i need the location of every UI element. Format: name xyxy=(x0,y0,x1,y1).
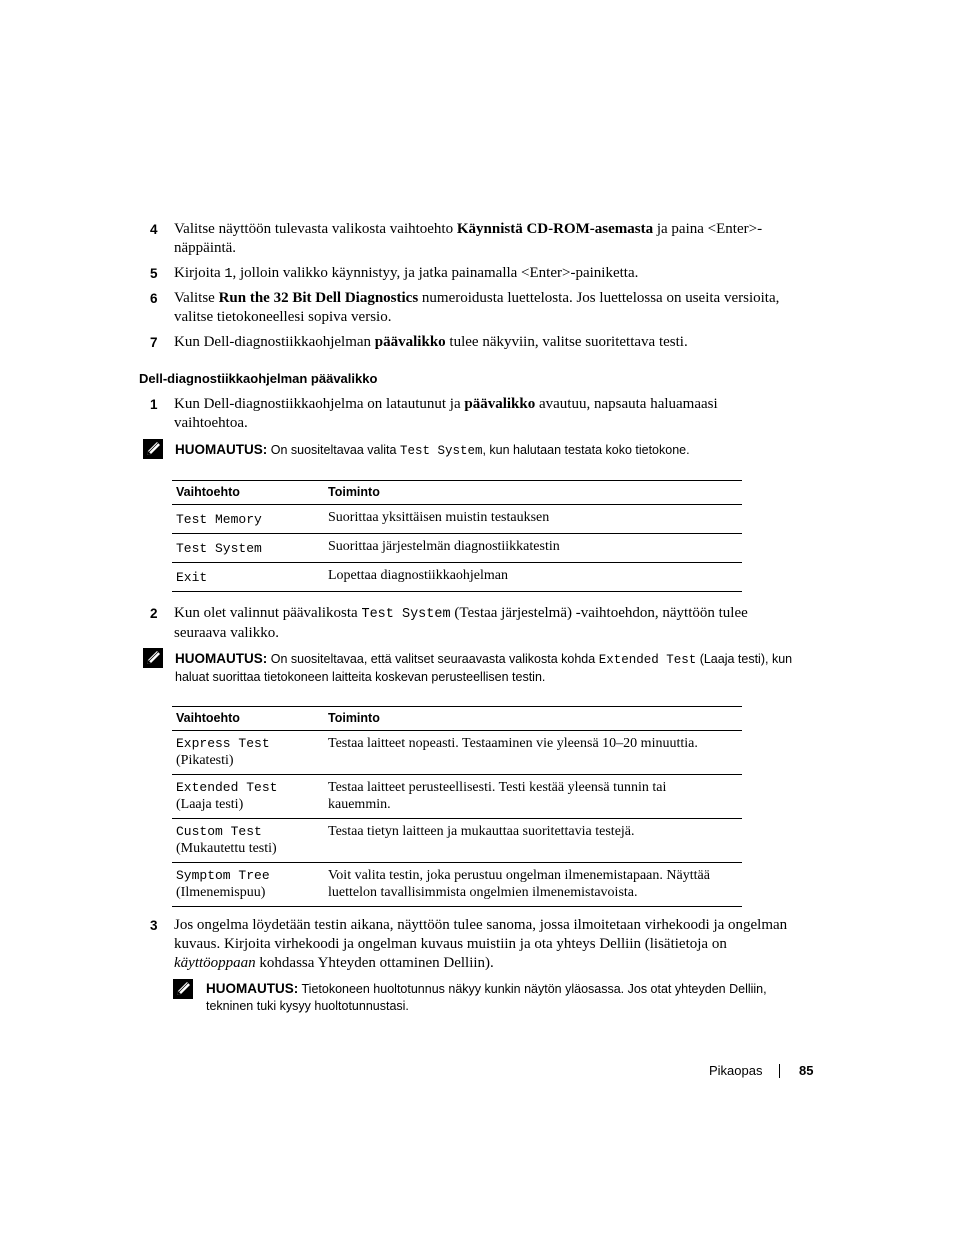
step-number: 2 xyxy=(150,606,158,621)
note-text-part: On suositeltavaa, että valitset seuraavasta valikosta kohda xyxy=(267,652,599,666)
action-cell xyxy=(324,819,742,863)
step-number: 4 xyxy=(150,222,158,237)
action-text: luettelon tavallisimmista ongelmien ilmenemistavoista. xyxy=(328,885,638,900)
note-code: Test System xyxy=(399,444,483,458)
action-cell xyxy=(324,775,742,819)
step-number: 6 xyxy=(150,291,158,306)
option-cell xyxy=(172,775,324,819)
step-text-part: seuraava valikko. xyxy=(174,625,279,641)
step-text xyxy=(174,604,748,643)
note-label: HUOMAUTUS: xyxy=(175,442,268,457)
step-text xyxy=(174,333,688,352)
note-text-part: , kun halutaan testata koko tietokone. xyxy=(482,443,690,457)
step-text xyxy=(174,395,718,433)
option-code: Exit xyxy=(176,570,208,585)
option-code: Express Test xyxy=(176,736,270,751)
note-pencil-icon xyxy=(143,439,163,459)
option-code: Test Memory xyxy=(176,512,262,527)
step-text-part: valitse tietokoneellesi sopiva versio. xyxy=(174,309,392,325)
option-code: Extended Test xyxy=(176,780,278,795)
option-code: Custom Test xyxy=(176,824,262,839)
step-text-part: (Testaa järjestelmä) -vaihtoehdon, näyttöön tulee xyxy=(450,605,748,621)
options-table-main-menu xyxy=(172,480,742,592)
step-bold-term: Run the 32 Bit Dell Diagnostics xyxy=(218,290,419,306)
table-row xyxy=(172,819,742,863)
table-row xyxy=(172,505,742,534)
step-text-part: Valitse xyxy=(174,290,219,306)
table-row xyxy=(172,534,742,563)
page-number: 85 xyxy=(799,1063,814,1078)
option-code: Symptom Tree xyxy=(176,868,270,883)
action-cell xyxy=(324,863,742,907)
table-header-row xyxy=(172,707,742,731)
step-text xyxy=(174,264,638,284)
option-cell xyxy=(172,863,324,907)
option-translation: (Ilmenemispuu) xyxy=(176,885,266,900)
action-cell: Suorittaa yksittäisen muistin testauksen xyxy=(328,510,550,525)
step-number: 1 xyxy=(150,397,158,412)
step-text xyxy=(174,916,787,973)
footer-section-name: Pikaopas xyxy=(709,1063,763,1078)
step-text-part: Kun Dell-diagnostiikkaohjelma on latautunut ja xyxy=(174,396,465,412)
note-text xyxy=(175,441,690,460)
step-text-part: ja paina <Enter>- xyxy=(653,221,763,237)
column-header-action: Toiminto xyxy=(328,711,380,725)
step-code: Test System xyxy=(361,607,451,622)
table-row xyxy=(172,863,742,907)
option-cell xyxy=(172,505,324,534)
step-text-part: vaihtoehtoa. xyxy=(174,415,248,431)
action-cell xyxy=(324,731,742,775)
note-pencil-icon xyxy=(143,648,163,668)
note-text-part: Tietokoneen huoltotunnus näkyy kunkin näytön yläosassa. Jos otat yhteyden Delliin, xyxy=(298,982,767,996)
option-translation: (Mukautettu testi) xyxy=(176,841,277,856)
step-text-part: numeroidusta luettelosta. Jos luettelossa on useita versioita, xyxy=(418,290,780,306)
step-text xyxy=(174,289,779,327)
step-text-part: Jos ongelma löydetään testin aikana, näyttöön tulee sanoma, jossa ilmoitetaan virhekoodi ja ongelman xyxy=(174,917,788,933)
step-text xyxy=(174,220,762,258)
note-label: HUOMAUTUS: xyxy=(206,981,299,996)
step-text-part: kuvaus. Kirjoita virhekoodi ja ongelman kuvaus muistiin ja ota yhteys Delliin (lisätietoja on xyxy=(174,936,727,952)
step-text-part: Kun Dell-diagnostiikkaohjelman xyxy=(174,334,375,350)
action-text: Testaa laitteet perusteellisesti. Testi kestää yleensä tunnin tai xyxy=(328,780,667,795)
option-cell xyxy=(172,563,324,592)
option-cell xyxy=(172,534,324,563)
table-header-row xyxy=(172,481,742,505)
note-text xyxy=(206,980,767,1015)
note-text-part: (Laaja testi), kun xyxy=(696,652,793,666)
step-text-part: tulee näkyviin, valitse suoritettava testi. xyxy=(445,334,688,350)
option-translation: (Pikatesti) xyxy=(176,753,234,768)
action-cell: Suorittaa järjestelmän diagnostiikkatestin xyxy=(328,539,560,554)
step-number: 3 xyxy=(150,918,158,933)
column-header-option: Vaihtoehto xyxy=(176,485,240,499)
step-text-part: näppäintä. xyxy=(174,240,237,256)
step-code: 1 xyxy=(224,267,233,282)
step-bold-term: Käynnistä CD-ROM-asemasta xyxy=(456,221,654,237)
action-text: Testaa laitteet nopeasti. Testaaminen vie yleensä 10–20 minuuttia. xyxy=(328,736,698,751)
step-number: 5 xyxy=(150,266,158,281)
footer-separator xyxy=(779,1064,780,1078)
table-row xyxy=(172,563,742,592)
action-text: Voit valita testin, joka perustuu ongelman ilmenemistapaan. Näyttää xyxy=(328,868,710,883)
note-text xyxy=(175,650,792,686)
note-code: Extended Test xyxy=(598,653,697,667)
note-text-part: tekninen tuki kysyy huoltotunnustasi. xyxy=(206,999,409,1013)
action-cell: Lopettaa diagnostiikkaohjelman xyxy=(328,568,509,583)
action-text: kauemmin. xyxy=(328,797,391,812)
column-header-option: Vaihtoehto xyxy=(176,711,240,725)
note-text-part: On suositeltavaa valita xyxy=(267,443,400,457)
option-code: Test System xyxy=(176,541,262,556)
options-table-test-system xyxy=(172,706,742,907)
option-translation: (Laaja testi) xyxy=(176,797,244,812)
step-text-part: Kirjoita xyxy=(174,265,225,281)
step-bold-term: päävalikko xyxy=(464,396,536,412)
step-text-part: Kun olet valinnut päävalikosta xyxy=(174,605,362,621)
column-header-action: Toiminto xyxy=(328,485,380,499)
table-row xyxy=(172,731,742,775)
option-cell xyxy=(172,731,324,775)
note-text-part: haluat suorittaa tietokoneen laitteita koskevan perusteellisen testin. xyxy=(175,670,546,684)
section-heading: Dell-diagnostiikkaohjelman päävalikko xyxy=(139,371,378,386)
step-text-part: , jolloin valikko käynnistyy, ja jatka painamalla <Enter>-painiketta. xyxy=(232,265,639,281)
step-text-part: Valitse näyttöön tulevasta valikosta vaihtoehto xyxy=(174,221,457,237)
table-row xyxy=(172,775,742,819)
step-bold-term: päävalikko xyxy=(374,334,446,350)
option-cell xyxy=(172,819,324,863)
action-text: Testaa tietyn laitteen ja mukauttaa suoritettavia testejä. xyxy=(328,824,635,839)
note-label: HUOMAUTUS: xyxy=(175,651,268,666)
step-text-part: avautuu, napsauta haluamaasi xyxy=(535,396,718,412)
step-number: 7 xyxy=(150,335,158,350)
note-pencil-icon xyxy=(173,979,193,999)
step-italic-term: käyttöoppaan xyxy=(174,955,256,971)
step-text-part: kohdassa Yhteyden ottaminen Delliin). xyxy=(255,955,494,971)
